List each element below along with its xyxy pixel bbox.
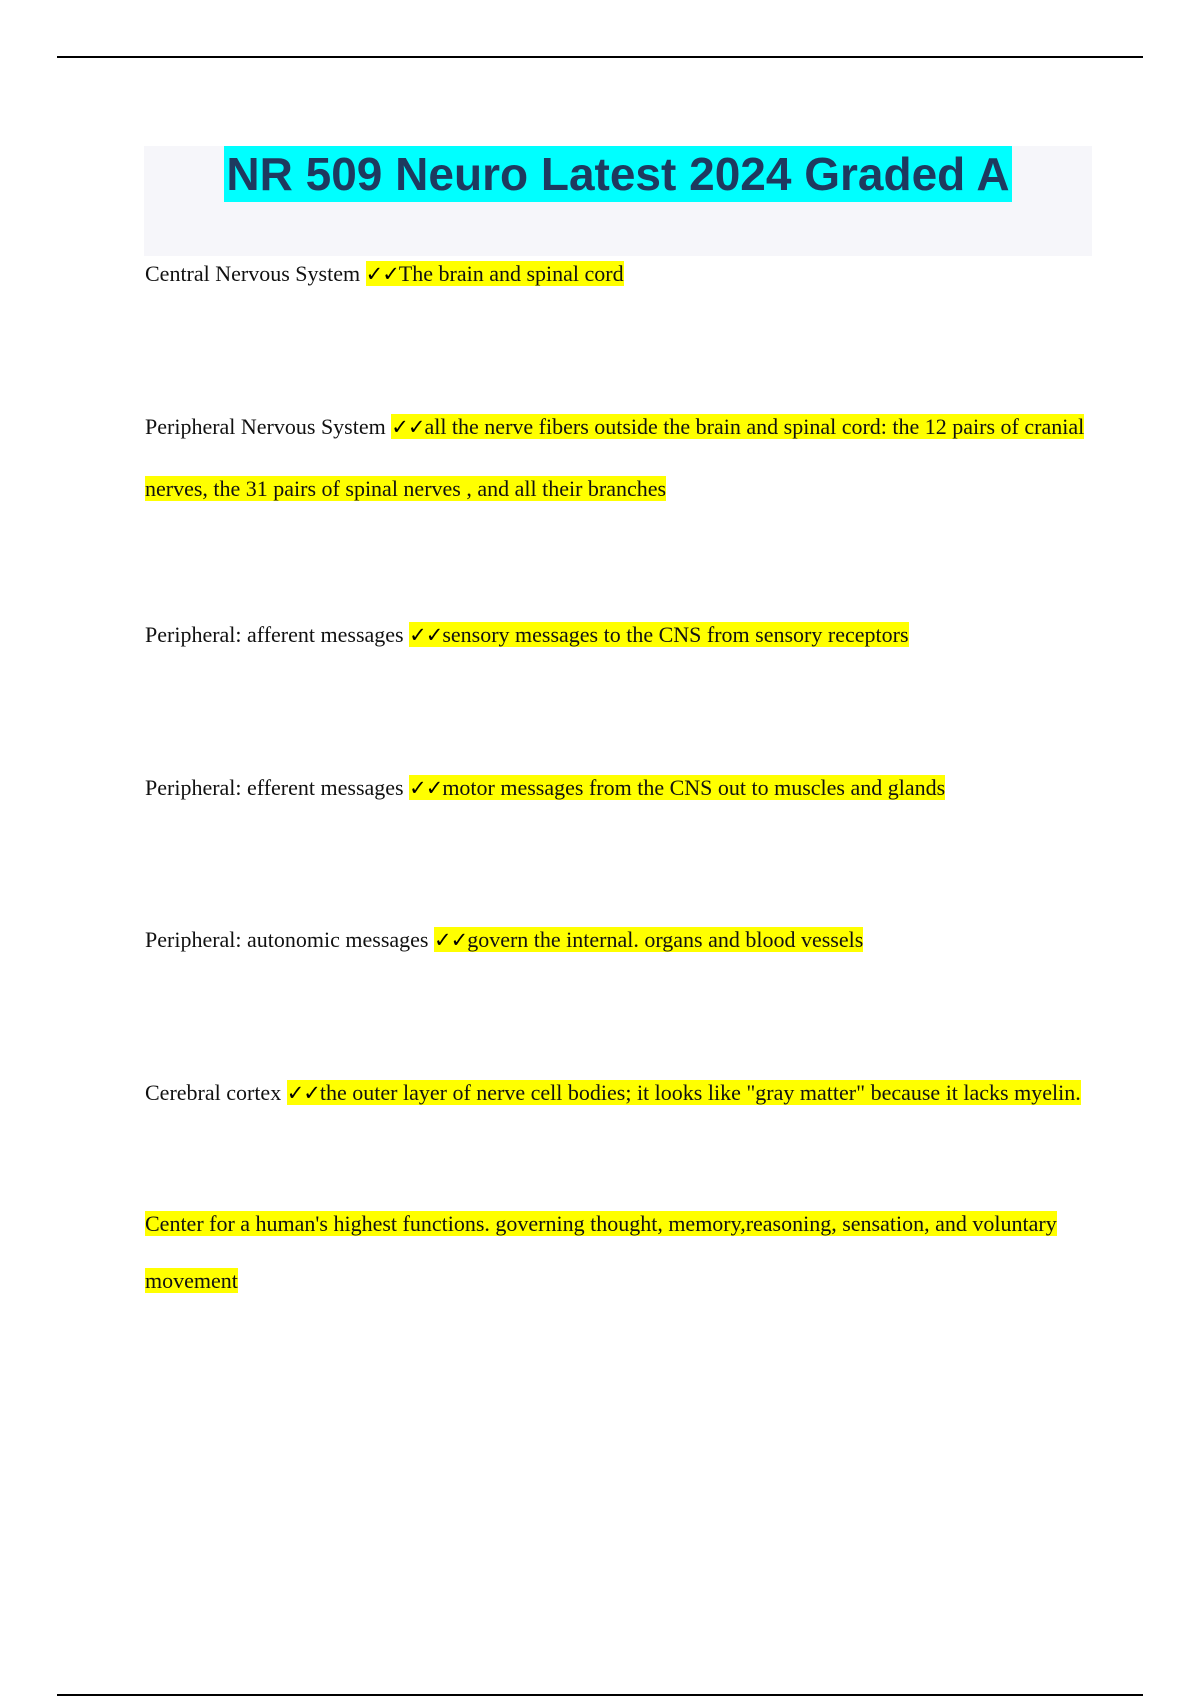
double-check-icon: ✓✓ (286, 1081, 320, 1105)
entry-continuation: Center for a human's highest functions. governing thought, memory,reasoning, sensation, and voluntary movement (145, 1211, 1057, 1293)
entry-autonomic-messages (145, 909, 1095, 971)
entry-definition: motor messages from the CNS out to muscles and glands (442, 775, 946, 800)
entry-afferent-messages (145, 604, 1095, 666)
entry-answer (409, 622, 908, 647)
entry-definition: govern the internal. organs and blood vessels (467, 927, 864, 952)
entry-term: Peripheral Nervous System (145, 414, 386, 439)
entry-term: Peripheral: afferent messages (145, 622, 404, 647)
entry-answer (366, 261, 624, 286)
document-title-text: NR 509 Neuro Latest 2024 Graded A (226, 148, 1010, 200)
entry-definition: sensory messages to the CNS from sensory receptors (442, 622, 909, 647)
entry-efferent-messages (145, 757, 1095, 819)
entry-term: Peripheral: autonomic messages (145, 927, 429, 952)
double-check-icon: ✓✓ (409, 623, 443, 647)
entry-term: Central Nervous System (145, 261, 361, 286)
entry-cerebral-cortex (145, 1062, 1095, 1124)
double-check-icon: ✓✓ (433, 928, 468, 952)
title-band (144, 146, 1092, 256)
entry-definition: all the nerve fibers outside the brain and spinal cord: the 12 pairs of cranial nerves, the 31 pairs of spinal nerves , and all their branches (145, 414, 1085, 501)
top-rule (57, 56, 1143, 58)
entry-cerebral-cortex-continuation (145, 1195, 1095, 1309)
bottom-rule (57, 1694, 1143, 1696)
entry-term: Cerebral cortex (145, 1080, 282, 1105)
entry-term: Peripheral: efferent messages (145, 775, 404, 800)
entry-central-nervous-system (145, 243, 1095, 305)
entry-peripheral-nervous-system (145, 396, 1095, 519)
double-check-icon: ✓✓ (409, 776, 443, 800)
entry-answer (409, 775, 945, 800)
entry-answer (287, 1080, 1081, 1105)
double-check-icon: ✓✓ (365, 262, 399, 286)
entry-definition: the outer layer of nerve cell bodies; it looks like "gray matter" because it lacks myelin. (319, 1080, 1081, 1105)
double-check-icon: ✓✓ (391, 415, 425, 439)
entry-answer (434, 927, 863, 952)
entry-definition: The brain and spinal cord (398, 261, 624, 286)
document-title (144, 146, 1092, 202)
